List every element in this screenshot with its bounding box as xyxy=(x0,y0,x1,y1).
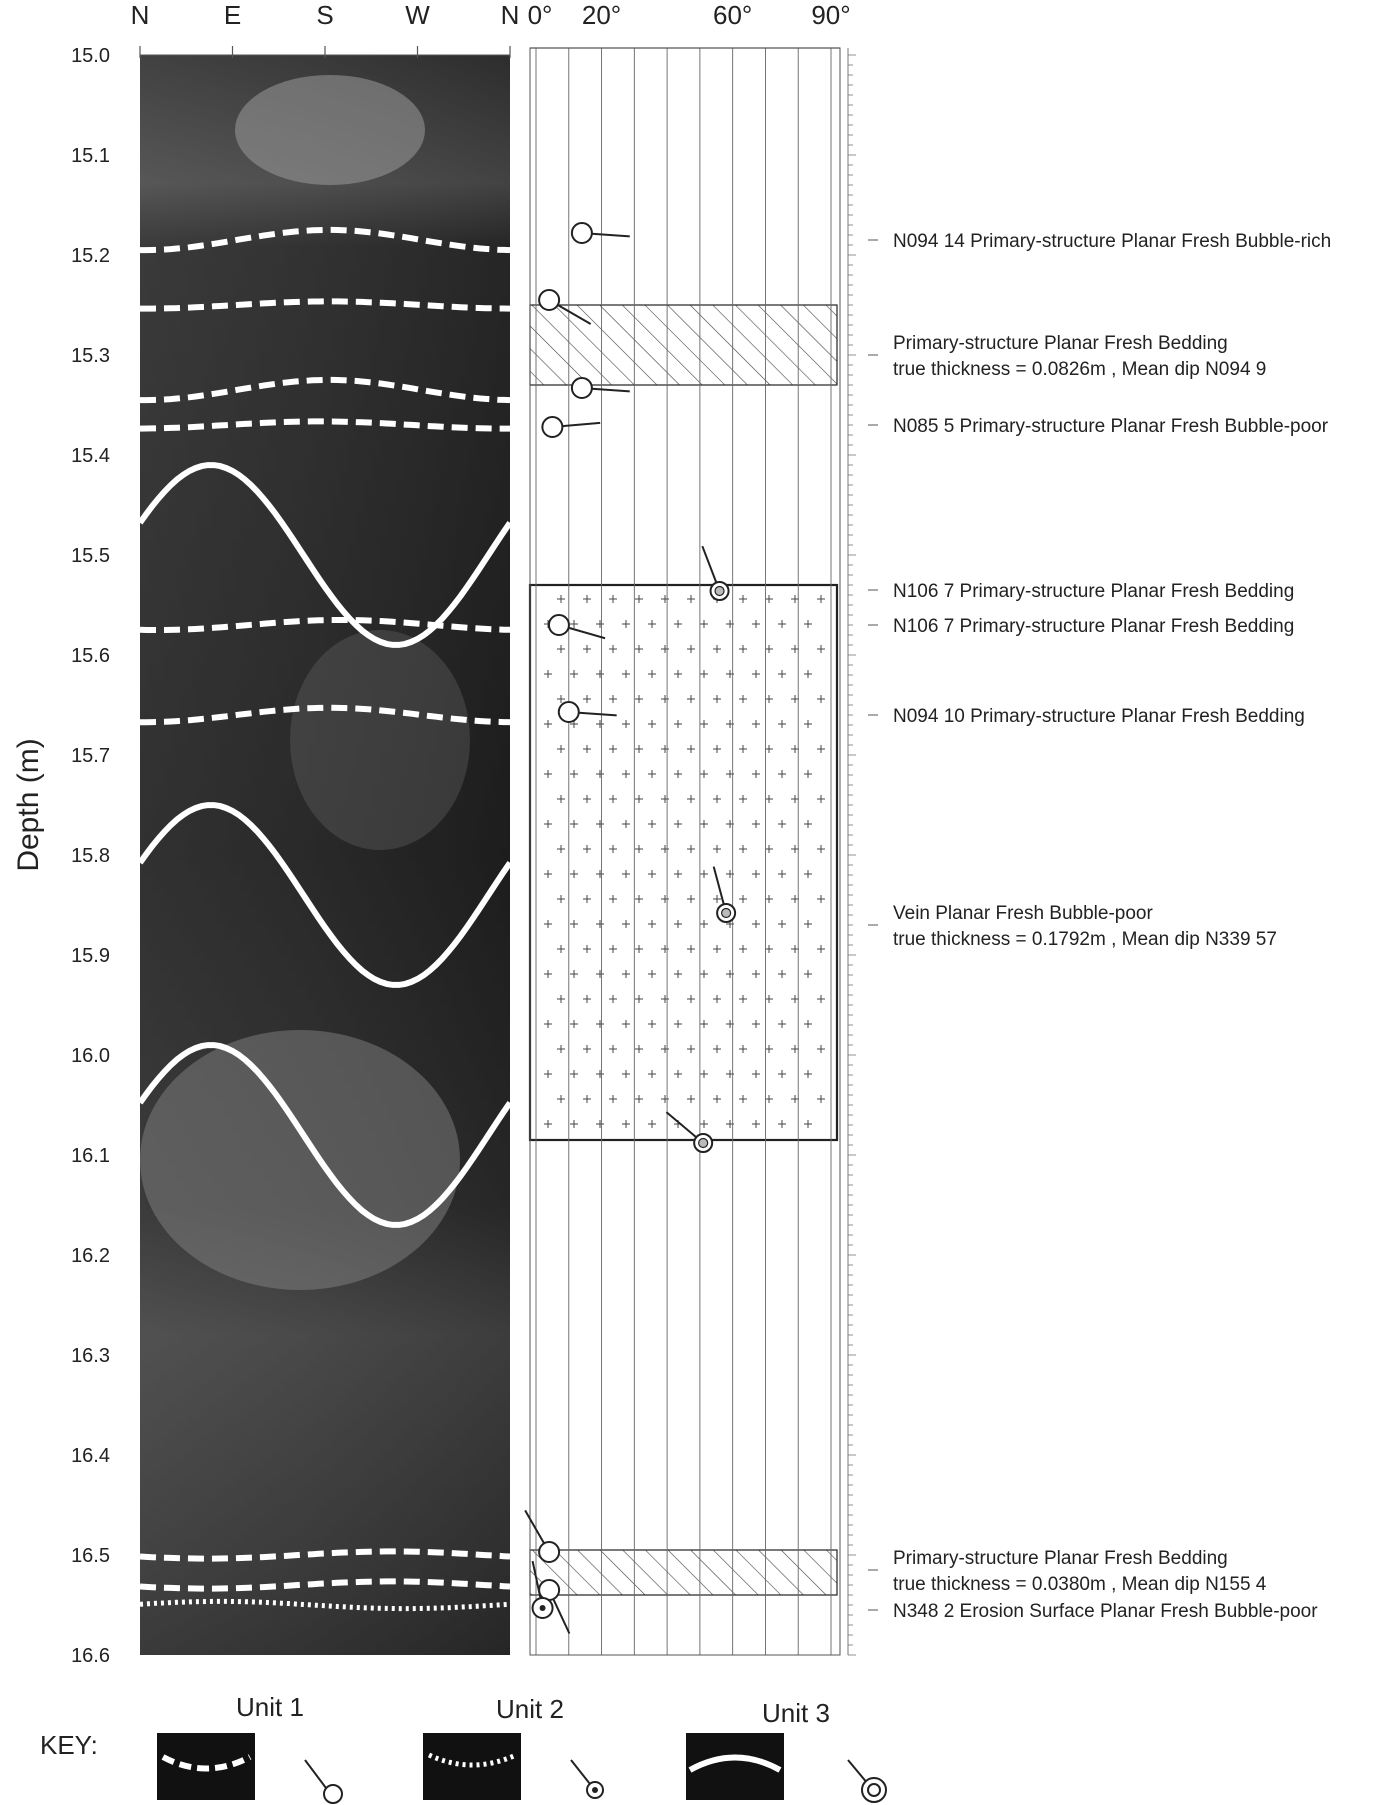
depth-tick-label: 16.1 xyxy=(71,1145,110,1167)
legend xyxy=(40,1692,886,1803)
image-shading xyxy=(140,55,510,1655)
tadpole-unit1 xyxy=(559,702,579,722)
azimuth-label: E xyxy=(223,0,242,30)
tadpole-unit1 xyxy=(572,378,592,398)
annotation-text: N348 2 Erosion Surface Planar Fresh Bubble-poor xyxy=(893,1601,1318,1622)
legend-title: KEY: xyxy=(40,1730,98,1760)
depth-tick-label: 16.2 xyxy=(71,1245,110,1267)
annotation-text: true thickness = 0.0826m , Mean dip N094 9 xyxy=(893,359,1267,380)
legend-unit-1-tadpole xyxy=(324,1785,342,1803)
tadpole-unit1 xyxy=(549,615,569,635)
legend-unit-2-label: Unit 2 xyxy=(496,1694,564,1724)
zones xyxy=(530,305,837,1595)
legend-unit-1-label: Unit 1 xyxy=(236,1692,304,1722)
tadpole-unit1 xyxy=(542,417,562,437)
tadpole-unit1 xyxy=(572,223,592,243)
y-axis-label: Depth (m) xyxy=(12,738,45,872)
annotation-text: Primary-structure Planar Fresh Bedding xyxy=(893,1548,1228,1569)
azimuth-label: W xyxy=(405,0,430,30)
azimuth-label: N xyxy=(130,0,150,30)
tadpole-inner xyxy=(722,909,731,918)
tadpole-tail xyxy=(592,389,630,392)
image-light-patch xyxy=(140,1030,460,1290)
dip-axis-label: 0° xyxy=(527,0,553,30)
zone-hatch xyxy=(530,1550,837,1595)
zone-hatch xyxy=(530,305,837,385)
annotation-text: Primary-structure Planar Fresh Bedding xyxy=(893,333,1228,354)
tadpole-tail xyxy=(702,546,716,582)
azimuth-label: N xyxy=(500,0,520,30)
tadpole-unit1 xyxy=(539,1580,559,1600)
tadpole-tail xyxy=(562,423,600,426)
depth-tick-label: 16.5 xyxy=(71,1545,110,1567)
tadpole-unit1 xyxy=(539,290,559,310)
depth-tick-label: 15.5 xyxy=(71,545,110,567)
tadpole-inner xyxy=(699,1139,708,1148)
annotation-text: N106 7 Primary-structure Planar Fresh Bedding xyxy=(893,581,1295,602)
depth-tick-label: 15.8 xyxy=(71,845,110,867)
depth-tick-label: 15.0 xyxy=(71,45,110,67)
dip-axis xyxy=(528,0,851,30)
tadpole-tail xyxy=(553,1599,569,1633)
depth-tick-label: 15.1 xyxy=(71,145,110,167)
image-bright-patch xyxy=(235,75,425,185)
depth-tick-label: 15.2 xyxy=(71,245,110,267)
annotation-text: N106 7 Primary-structure Planar Fresh Bedding xyxy=(893,616,1295,637)
dip-axis-label: 60° xyxy=(713,0,753,30)
depth-tick-label: 16.4 xyxy=(71,1445,110,1467)
depth-tick-label: 16.6 xyxy=(71,1645,110,1667)
tadpole-inner xyxy=(540,1605,546,1611)
tadpole-inner xyxy=(715,587,724,596)
zone-plus xyxy=(530,585,837,1140)
depth-tick-label: 16.3 xyxy=(71,1345,110,1367)
annotation-text: N085 5 Primary-structure Planar Fresh Bubble-poor xyxy=(893,416,1329,437)
legend-unit-3-label: Unit 3 xyxy=(762,1698,830,1728)
dip-axis-label: 20° xyxy=(581,0,622,30)
image-speckle-zone xyxy=(290,630,470,850)
depth-tick-label: 15.9 xyxy=(71,945,110,967)
depth-tick-label: 15.4 xyxy=(71,445,110,467)
depth-tick-label: 15.3 xyxy=(71,345,110,367)
azimuth-label: S xyxy=(316,0,334,30)
annotations xyxy=(868,231,1331,1622)
depth-tick-label: 16.0 xyxy=(71,1045,110,1067)
tadpole-tail xyxy=(592,234,630,237)
tadpole-tail xyxy=(525,1510,544,1543)
depth-axis xyxy=(71,45,110,1667)
annotation-text: Vein Planar Fresh Bubble-poor xyxy=(893,903,1153,924)
annotation-text: true thickness = 0.1792m , Mean dip N339 57 xyxy=(893,929,1277,950)
annotation-text: N094 10 Primary-structure Planar Fresh Bedding xyxy=(893,706,1305,727)
right-depth-ruler xyxy=(848,48,856,1655)
tadpole-unit1 xyxy=(539,1542,559,1562)
annotation-text: N094 14 Primary-structure Planar Fresh Bubble-rich xyxy=(893,231,1332,252)
annotation-text: true thickness = 0.0380m , Mean dip N155 4 xyxy=(893,1574,1267,1595)
dip-axis-label: 90° xyxy=(811,0,851,30)
depth-tick-label: 15.6 xyxy=(71,645,110,667)
depth-tick-label: 15.7 xyxy=(71,745,110,767)
borehole-image xyxy=(140,55,510,1655)
azimuth-axis xyxy=(131,0,520,58)
dip-panel xyxy=(525,0,851,1655)
